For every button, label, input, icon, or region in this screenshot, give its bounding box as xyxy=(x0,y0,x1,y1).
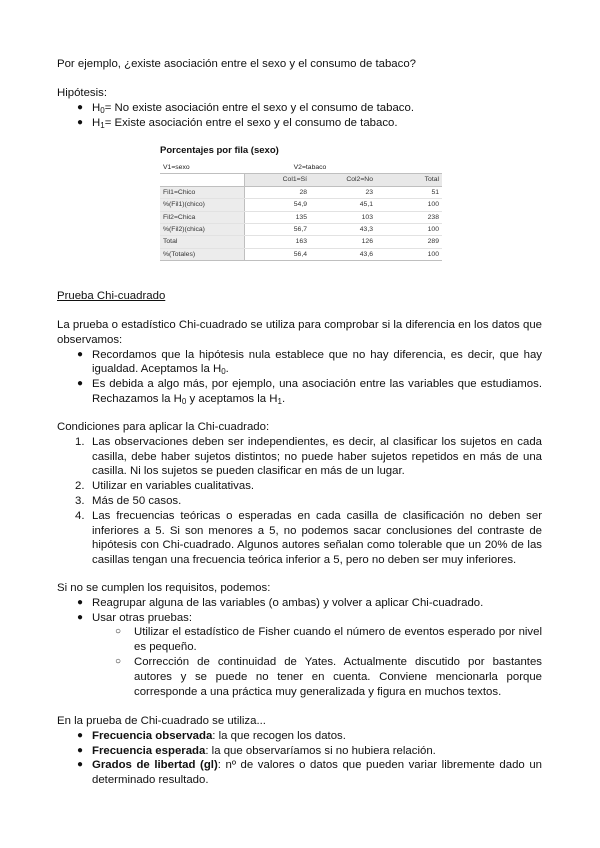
list-item: ● Usar otras pruebas: xyxy=(77,611,193,624)
table-cell: 56,7 xyxy=(244,224,310,236)
row-label: %(Fil1)(chico) xyxy=(160,199,244,211)
table-cell: 28 xyxy=(244,186,310,198)
bullet-icon: ● xyxy=(77,378,84,390)
table-cell: 45,1 xyxy=(310,199,376,211)
conditions-label: Condiciones para aplicar la Chi-cuadrado: xyxy=(57,421,270,433)
table-title: Porcentajes por fila (sexo) xyxy=(160,145,279,156)
table-cell: 100 xyxy=(376,199,442,211)
usage-section xyxy=(57,714,542,788)
conditions-section xyxy=(57,420,542,568)
row-label: Fil2=Chica xyxy=(160,211,244,223)
col-variable-label: V2=tabaco xyxy=(293,164,327,171)
list-item: 3. Más de 50 casos. xyxy=(75,494,182,507)
hypothesis-h0: ● $H_0= No$ existe asociación entre el sexo y el consumo de tabaco. xyxy=(77,101,414,115)
list-item: ● Frecuencia observada: la que recogen los datos. xyxy=(77,729,346,742)
requirements-list xyxy=(57,596,542,626)
table-cell: 23 xyxy=(310,186,376,198)
hypothesis-list xyxy=(57,101,542,131)
table-cell: 43,6 xyxy=(310,248,376,260)
hypothesis-label: Hipótesis: xyxy=(57,87,108,99)
requirements-sublist xyxy=(57,625,542,699)
list-item: 2. Utilizar en variables cualitativas. xyxy=(75,480,255,493)
row-label: %(Totales) xyxy=(160,248,244,260)
bullet-icon: ● xyxy=(77,744,84,756)
chi-list xyxy=(57,348,542,407)
table-cell: 126 xyxy=(310,236,376,248)
list-item: 4. Las frecuencias teóricas o esperadas en cada casilla de clasificación no deben ser inferiores a 5. Si son menores a 5, no podemos sacar conclusiones del contraste de hipótesis con Chi-cuadrado. Algunos autores señalan como tolerable que un 20% de las casillas tengan una frecuencia teórica inferior a 5, pero no deben ser muy inferiores. xyxy=(75,509,542,567)
table-cell: 56,4 xyxy=(244,248,310,260)
bullet-icon: ● xyxy=(77,611,84,623)
table-cell: 100 xyxy=(376,248,442,260)
row-label: %(Fil2)(chica) xyxy=(160,224,244,236)
list-item: ○ Corrección de continuidad de Yates. Actualmente discutido por bastantes autores y se puede no tener en cuenta. Conviene mencionarla porque corresponde a una práctica muy generalizada y figura en muchos textos. xyxy=(115,655,542,698)
table-row xyxy=(160,248,442,260)
requirements-section xyxy=(57,581,542,699)
table-column-header xyxy=(160,174,442,186)
list-item: ○ Utilizar el estadístico de Fisher cuando el número de eventos esperado por nivel es pequeño. xyxy=(115,626,542,654)
row-label: Fil1=Chico xyxy=(160,186,244,198)
bullet-icon: ● xyxy=(77,101,84,113)
bullet-icon: ● xyxy=(77,759,84,771)
table-cell: 163 xyxy=(244,236,310,248)
table-cell: 238 xyxy=(376,211,442,223)
chi-heading-block xyxy=(57,289,542,304)
bullet-icon: ● xyxy=(77,596,84,608)
circle-bullet-icon: ○ xyxy=(115,626,122,638)
circle-bullet-icon: ○ xyxy=(115,655,122,667)
table-row xyxy=(160,186,442,198)
list-item: ● Es debida a algo más, por ejemplo, una asociación entre las variables que estudiamos. Rechazamos la $H_0$ y aceptamos la $H_1$. xyxy=(77,378,542,406)
contingency-table-figure xyxy=(160,145,442,261)
table-row xyxy=(160,199,442,211)
row-variable-label: V1=sexo xyxy=(163,164,190,171)
intro-paragraph xyxy=(57,57,542,72)
table-cell: 103 xyxy=(310,211,376,223)
table-cell: 289 xyxy=(376,236,442,248)
table-cell: 54,9 xyxy=(244,199,310,211)
table-cell: 43,3 xyxy=(310,224,376,236)
table-var-header xyxy=(160,162,442,174)
bullet-icon: ● xyxy=(77,116,84,128)
list-item: 1. Las observaciones deben ser independientes, es decir, al clasificar los sujetos en cada casilla, debe haber sujetos distintos; no puede haber sujetos repetidos en más de una casilla. Ni los sujetos se pueden clasificar en más de un lugar. xyxy=(75,435,542,478)
conditions-list xyxy=(57,435,542,568)
chi-section xyxy=(57,318,542,407)
bullet-icon: ● xyxy=(77,729,84,741)
usage-list xyxy=(57,729,542,788)
column-header: Total xyxy=(376,174,442,186)
requirements-label: Si no se cumplen los requisitos, podemos: xyxy=(57,582,271,594)
list-item: ● Grados de libertad (gl): nº de valores o datos que pueden variar libremente dado un determinado resultado. xyxy=(77,759,543,787)
column-header: Col2=No xyxy=(310,174,376,186)
usage-label: En la prueba de Chi-cuadrado se utiliza... xyxy=(57,715,266,727)
list-item: ● Recordamos que la hipótesis nula establece que no hay diferencia, es decir, que hay igualdad. Aceptamos la $H_0$. xyxy=(77,348,542,377)
table-cell: 51 xyxy=(376,186,442,198)
table-row xyxy=(160,224,442,236)
list-item: ● Reagrupar alguna de las variables (o ambas) y volver a aplicar Chi-cuadrado. xyxy=(77,596,484,609)
contingency-table xyxy=(160,162,442,261)
table-row xyxy=(160,211,442,223)
table-cell: 100 xyxy=(376,224,442,236)
bullet-icon: ● xyxy=(77,348,84,360)
column-header: Col1=Sí xyxy=(244,174,310,186)
table-row xyxy=(160,236,442,248)
row-label: Total xyxy=(160,236,244,248)
table-cell: 135 xyxy=(244,211,310,223)
chi-paragraph: La prueba o estadístico Chi-cuadrado se utiliza para comprobar si la diferencia en los datos que observamos: xyxy=(57,319,542,346)
hypothesis-section xyxy=(57,86,542,130)
list-item: ● Frecuencia esperada: la que observaríamos si no hubiera relación. xyxy=(77,744,436,757)
hypothesis-h1: ● $H_1=$ Existe asociación entre el sexo y el consumo de tabaco. xyxy=(77,116,398,130)
section-heading: Prueba Chi-cuadrado xyxy=(57,290,166,302)
intro-question: Por ejemplo, ¿existe asociación entre el sexo y el consumo de tabaco? xyxy=(57,58,416,70)
